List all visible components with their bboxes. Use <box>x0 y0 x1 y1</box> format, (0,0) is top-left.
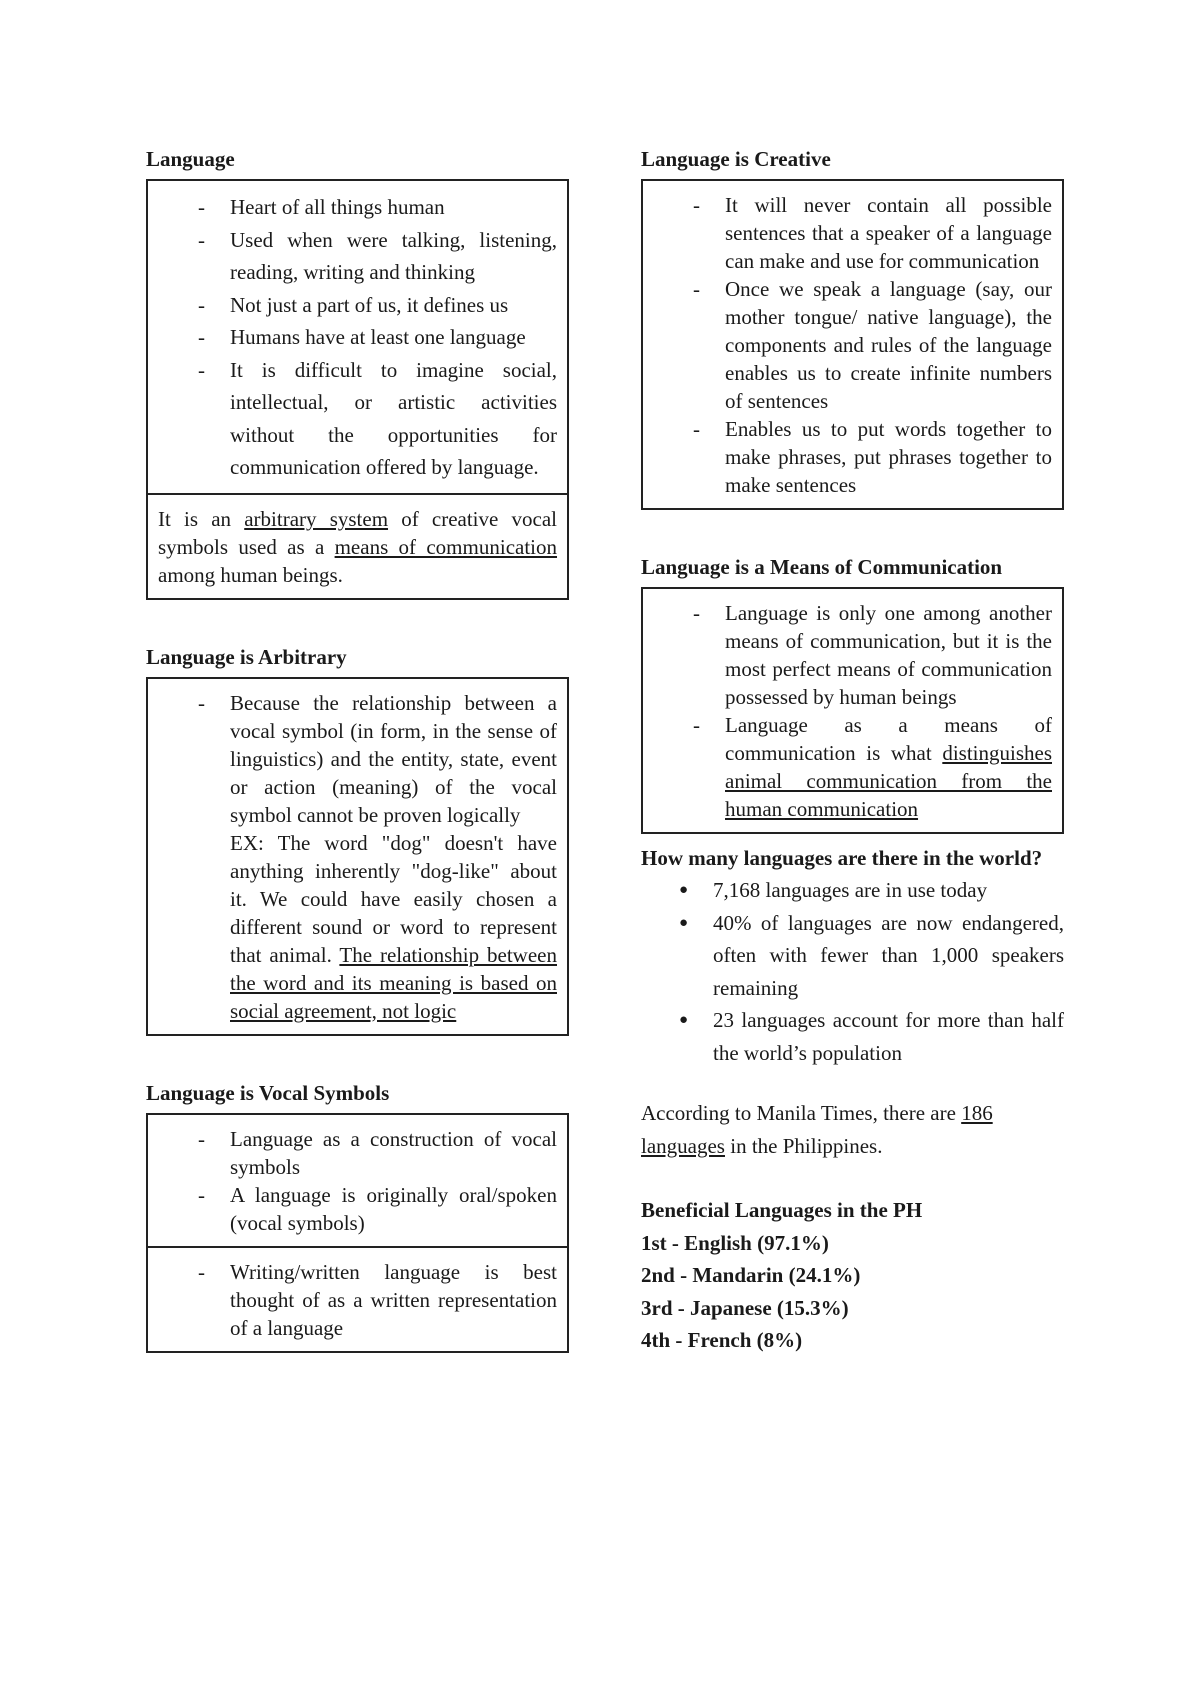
communication-box <box>641 587 1064 834</box>
arbitrary-section <box>148 679 567 1034</box>
def-underlined-means-of-communication: means of communication <box>334 534 558 559</box>
language-definition-section <box>148 493 567 598</box>
manila-underlined-count: 186 languages <box>641 1101 993 1158</box>
section-title-language: Language <box>146 147 235 171</box>
list-item: - Writing/written language is best thought of as a written representation of a language <box>158 1258 557 1342</box>
list-item: - It will never contain all possible sentences that a speaker of a language can make and use for communication <box>653 191 1052 275</box>
list-item: - Enables us to put words together to make phrases, put phrases together to make sentences <box>653 415 1052 499</box>
language-definition <box>158 505 557 589</box>
beneficial-item: 3rd - Japanese (15.3%) <box>641 1295 849 1320</box>
arbitrary-bullet-list <box>158 689 557 1025</box>
communication-bullet-list <box>653 599 1052 823</box>
section-title-creative: Language is Creative <box>641 147 831 171</box>
vocal-bottom-list <box>158 1258 557 1342</box>
beneficial-item: 1st - English (97.1%) <box>641 1230 829 1255</box>
list-item: - Humans have at least one language <box>158 321 557 354</box>
left-column <box>146 146 569 1353</box>
list-item: - Language as a construction of vocal symbols <box>158 1125 557 1181</box>
manila-text: in the Philippines. <box>724 1133 883 1158</box>
def-underlined-arbitrary-system: arbitrary system <box>244 506 389 531</box>
list-item: - Heart of all things human <box>158 191 557 224</box>
section-title-vocal-symbols: Language is Vocal Symbols <box>146 1080 390 1105</box>
how-many-question: How many languages are there in the world? <box>641 846 1043 870</box>
manila-times-paragraph <box>641 1097 1064 1162</box>
beneficial-item: 2nd - Mandarin (24.1%) <box>641 1263 861 1287</box>
list-item: - Language is only one among another means of communication, but it is the most perfect means of communication possessed by human beings <box>653 599 1052 711</box>
list-item: ● 7,168 languages are in use today <box>641 874 1064 907</box>
creative-section <box>643 181 1062 508</box>
arbitrary-box <box>146 677 569 1036</box>
language-bullet-list <box>158 191 557 484</box>
beneficial-title: Beneficial Languages in the PH <box>641 1198 923 1222</box>
list-item <box>158 689 557 1025</box>
arbitrary-example-underlined: The relationship between the word and its meaning is based on social agreement, not logic <box>230 942 557 1023</box>
list-item: - It is difficult to imagine social, intellectual, or artistic activities without the opportunities for communication offered by language. <box>158 354 557 484</box>
language-bullets-section <box>148 181 567 493</box>
list-item: - A language is originally oral/spoken (vocal symbols) <box>158 1181 557 1237</box>
how-many-bullet-list <box>641 874 1064 1069</box>
manila-text: According to Manila Times, there are <box>641 1101 962 1125</box>
beneficial-item: 4th - French (8%) <box>641 1328 803 1352</box>
section-title-communication: Language is a Means of Communication <box>641 555 1003 579</box>
def-text: It is an <box>158 506 245 531</box>
list-item: - Once we speak a language (say, our mother tongue/ native language), the components and rules of the language enables us to create infinite numbers of sentences <box>653 275 1052 415</box>
list-item: - Not just a part of us, it defines us <box>158 289 557 322</box>
vocal-top-list <box>158 1125 557 1237</box>
vocal-top-section <box>148 1115 567 1246</box>
def-text: of creative vocal symbols used as a <box>158 506 558 559</box>
communication-text: Language as a means of communication is what <box>725 713 1052 765</box>
arbitrary-bullet-text: Because the relationship between a vocal symbol (in form, in the sense of linguistics) and the entity, state, event or action (meaning) of the vocal symbol cannot be proven logically <box>230 690 557 827</box>
section-title-arbitrary: Language is Arbitrary <box>146 644 347 669</box>
list-item: ● 23 languages account for more than half the world’s population <box>641 1004 1064 1069</box>
right-column <box>641 146 1064 1357</box>
list-item: - Used when were talking, listening, reading, writing and thinking <box>158 224 557 289</box>
vocal-symbols-box <box>146 1113 569 1353</box>
arbitrary-example-text: EX: The word "dog" doesn't have anything inherently "dog-like" about it. We could have easily chosen a different sound or word to represent that animal. <box>230 830 557 967</box>
creative-bullet-list <box>653 191 1052 499</box>
communication-section <box>643 589 1062 832</box>
language-box <box>146 179 569 600</box>
list-item: ● 40% of languages are now endangered, often with fewer than 1,000 speakers remaining <box>641 907 1064 1005</box>
creative-box <box>641 179 1064 510</box>
vocal-bottom-section <box>148 1246 567 1351</box>
communication-underlined: distinguishes animal communication from the human communication <box>725 741 1052 821</box>
list-item <box>653 711 1052 823</box>
def-text: among human beings. <box>158 562 343 587</box>
